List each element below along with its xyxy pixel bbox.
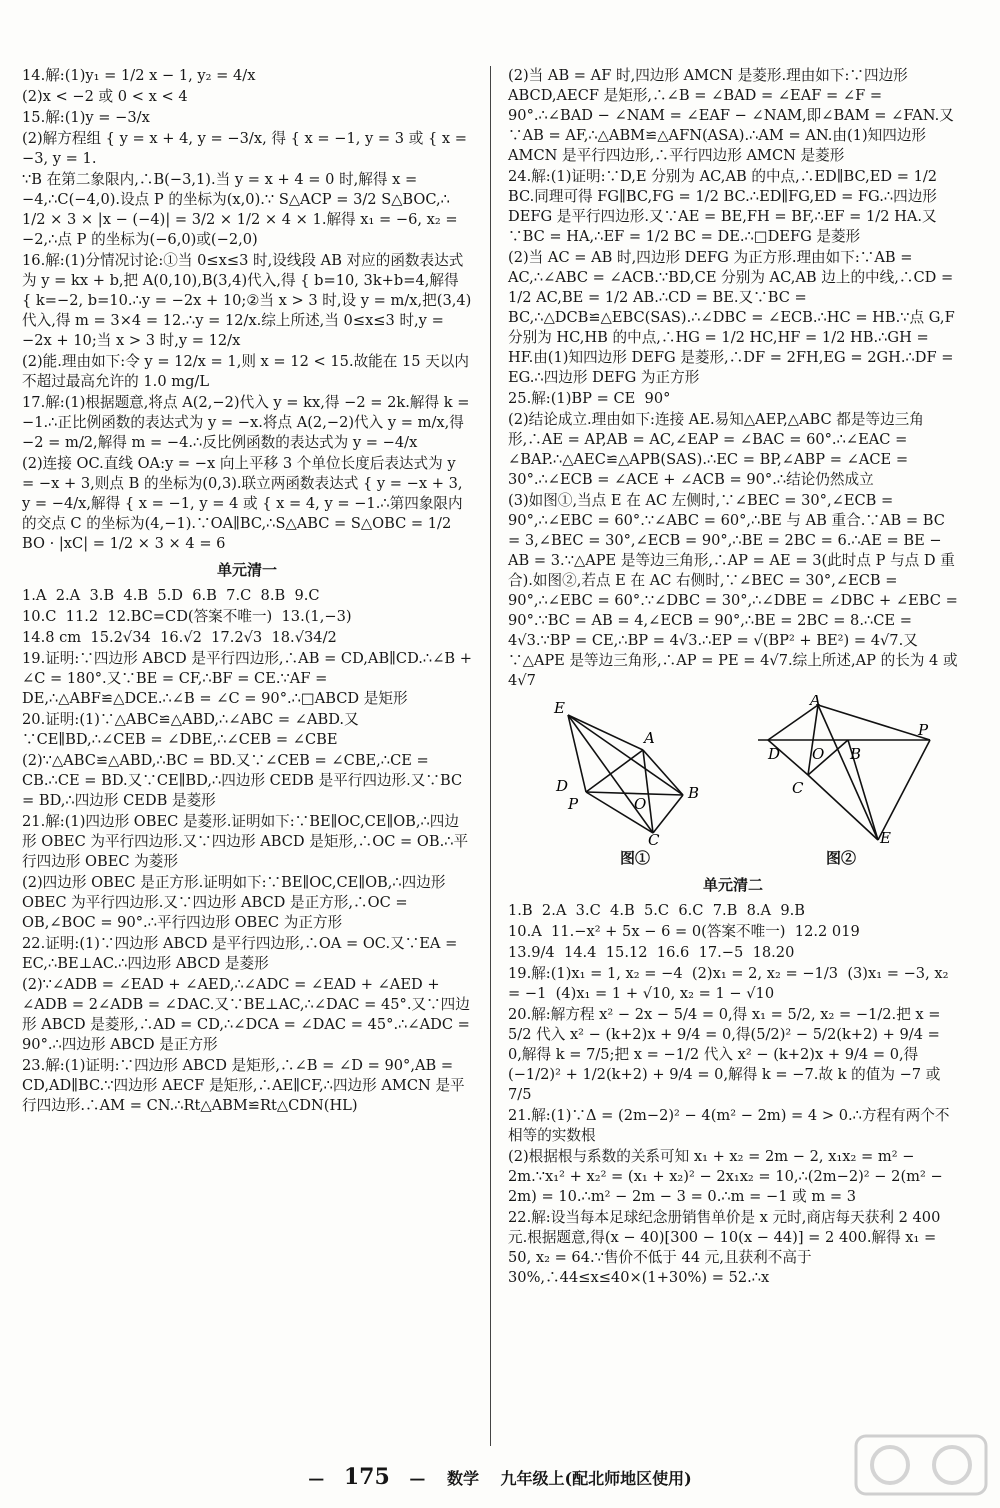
answer-paragraph: (3)如图①,当点 E 在 AC 左侧时,∵∠BEC = 30°,∠ECB = 90°,∴∠EBC = 60°.∵∠ABC = 60°,∴BE 与 AB 重合.∵AB = BC = 3,∠BEC = 30°,∠ECB = 90°,∴BE = 2BC = 6.∴AE = BE − AB = 3.∵△APE 是等边三角形,∴AP = AE = 3(此时点 P 与点 D 重合).如图②,若点 E 在 AC 右侧时,∵∠BEC = 30°,∠ECB = 90°,∴∠EBC = 60°.∵∠DBC = 30°,∴∠DBE = ∠DBC + ∠EBC = 90°.∵BC = AB = 4,∠ECB = 90°,∴BE = 2BC = 8.∴CE = 4√3.∵BP = CE,∴BP = 4√3.∴EP = √(BP² + BE²) = 4√7.又∵△APE 是等边三角形,∴AP = PE = 4√7.综上所述,AP 的长为 4 或 4√7 xyxy=(508,492,963,689)
answer-paragraph: (2)当 AC = AB 时,四边形 DEFG 为正方形.理由如下:∵AB = AC,∴∠ABC = ∠ACB.∵BD,CE 分别为 AC,AB 边上的中线,∴CD = 1/2 AC,BE = 1/2 AB.∴CD = BE.又∵BC = BC,∴△DCB≌△EBC(SAS).∴∠DBC = ∠ECB.∴HC = HB.∵点 G,F 分别为 HC,HB 的中点,∴HG = 1/2 HC,HF = 1/2 HB.∴GH = HF.由(1)知四边形 DEFG 是菱形,∴DF = 2FH,EG = 2GH.∴DF = EG.∴四边形 DEFG 为正方形 xyxy=(508,249,960,386)
answer-paragraph: 20.解:解方程 x² − 2x − 5/4 = 0,得 x₁ = 5/2, x₂ = −1/2.把 x = 5/2 代入 x² − (k+2)x + 9/4 = 0,得(5/2)² − 5/2(k+2) + 9/4 = 0,解得 k = 7/5;把 x = −1/2 代入 x² − (k+2)x + 9/4 = 0,得(−1/2)² + 1/2(k+2) + 9/4 = 0,解得 k = −7.故 k 的值为 −7 或 7/5 xyxy=(508,1006,946,1103)
left-column xyxy=(22,66,477,1117)
answer-paragraph: 14.解:(1)y₁ = 1/2 x − 1, y₂ = 4/x xyxy=(22,67,256,84)
answer-paragraph: 14.8 cm 15.2√34 16.√2 17.2√3 18.√34/2 xyxy=(22,629,337,646)
answer-paragraph: (2)根据根与系数的关系可知 x₁ + x₂ = 2m − 2, x₁x₂ = m² − 2m.∵x₁² + x₂² = (x₁ + x₂)² − 2x₁x₂ = 10,∴(2m−2)² − 2(m² − 2m) = 10.∴m² − 2m − 3 = 0.∴m = −1 或 m = 3 xyxy=(508,1148,948,1205)
fig1-label-E: E xyxy=(554,699,565,717)
fig1-label-P: P xyxy=(568,795,579,813)
answer-paragraph: 10.A 11.−x² + 5x − 6 = 0(答案不唯一) 12.2 019 xyxy=(508,923,860,940)
answer-paragraph: 1.B 2.A 3.C 4.B 5.C 6.C 7.B 8.A 9.B xyxy=(508,902,806,919)
answer-paragraph: 21.解:(1)四边形 OBEC 是菱形.证明如下:∵BE∥OC,CE∥OB,∴四边形 OBEC 为平行四边形.又∵四边形 ABCD 是矩形,∴OC = OB.∴平行四边形 OBEC 为菱形 xyxy=(22,813,469,870)
answer-paragraph: (2)∵△ABC≌△ABD,∴BC = BD.又∵∠CEB = ∠CBE,∴CE = CB.∴CE = BD.又∵CE∥BD,∴四边形 CEDB 是平行四边形.又∵BC = BD,∴四边形 CEDB 是菱形 xyxy=(22,752,467,809)
answer-paragraph: ∵B 在第二象限内,∴B(−3,1).当 y = x + 4 = 0 时,解得 x = −4,∴C(−4,0).设点 P 的坐标为(x,0).∵ S△ACP = 3/2 S△BOC,∴ 1/2 × 3 × |x − (−4)| = 3/2 × 1/2 × 4 × 1.解得 x₁ = −6, x₂ = −2,∴点 P 的坐标为(−6,0)或(−2,0) xyxy=(22,171,463,248)
fig2-label-O: O xyxy=(812,745,825,763)
answer-paragraph: 19.证明:∵四边形 ABCD 是平行四边形,∴AB = CD,AB∥CD.∴∠B + ∠C = 180°.又∵BE = CF,∴BF = CE.∵AF = DE,∴△ABF≌△DCE.∴∠B = ∠C = 90°.∴□ABCD 是矩形 xyxy=(22,650,477,707)
answer-paragraph: 21.解:(1)∵Δ = (2m−2)² − 4(m² − 2m) = 4 > 0.∴方程有两个不相等的实数根 xyxy=(508,1107,950,1144)
answer-paragraph: 24.解:(1)证明:∵D,E 分别为 AC,AB 的中点,∴ED∥BC,ED = 1/2 BC.同理可得 FG∥BC,FG = 1/2 BC.∴ED∥FG,ED = FG.∴四边形 DEFG 是平行四边形.又∵AE = BE,FH = BF,∴EF = 1/2 HA.又∵BC = HA,∴EF = 1/2 BC = DE.∴□DEFG 是菱形 xyxy=(508,168,942,245)
answer-paragraph: 25.解:(1)BP = CE 90° xyxy=(508,390,671,407)
footer-subject: 数学 xyxy=(446,1469,479,1488)
fig2-label-D: D xyxy=(768,745,781,763)
answer-paragraph: (2)四边形 OBEC 是正方形.证明如下:∵BE∥OC,CE∥OB,∴四边形 OBEC 为平行四边形.又∵四边形 ABCD 是正方形,∴OC = OB,∠BOC = 90°.∴平行四边形 OBEC 为正方形 xyxy=(22,874,451,931)
answer-paragraph: (2)连接 OC.直线 OA:y = −x 向上平移 3 个单位长度后表达式为 y = −x + 3,则点 B 的坐标为(0,3).联立两函数表达式 { y = −x + 3, y = −4/x,解得 { x = −1, y = 4 或 { x = 4, y = −1.∴第四象限内的交点 C 的坐标为(4,−1).∵OA∥BC,∴S△ABC = S△OBC = 1/2 BO · |xC| = 1/2 × 3 × 4 = 6 xyxy=(22,455,468,552)
figure-1 xyxy=(548,695,718,845)
answer-paragraph: (2)能.理由如下:令 y = 12/x = 1,则 x = 12 < 15.故能在 15 天以内不超过最高允许的 1.0 mg/L xyxy=(22,353,469,390)
fig1-label-C: C xyxy=(648,831,660,845)
footer-dash-left: — xyxy=(308,1469,325,1488)
section-heading: 单元清一 xyxy=(216,561,277,579)
answer-paragraph: (2)x < −2 或 0 < x < 4 xyxy=(22,88,188,105)
page-footer xyxy=(0,1464,1000,1490)
figure-caption-1: 图① xyxy=(620,849,651,867)
watermark-logo xyxy=(852,1430,992,1500)
answer-paragraph: 17.解:(1)根据题意,将点 A(2,−2)代入 y = kx,得 −2 = 2k.解得 k = −1.∴正比例函数的表达式为 y = −x.将点 A(2,−2)代入 y = m/x,得 −2 = m/2,解得 m = −4.∴反比例函数的表达式为 y = −4/x xyxy=(22,394,475,451)
fig1-label-A: A xyxy=(644,729,655,747)
answer-paragraph: 13.9/4 14.4 15.12 16.6 17.−5 18.20 xyxy=(508,944,795,961)
figure-2 xyxy=(758,695,938,845)
right-column xyxy=(508,66,963,1289)
answer-paragraph: (2)解方程组 { y = x + 4, y = −3/x, 得 { x = −1, y = 3 或 { x = −3, y = 1. xyxy=(22,130,472,167)
fig2-label-E: E xyxy=(880,829,891,845)
answer-paragraph: 10.C 11.2 12.BC=CD(答案不唯一) 13.(1,−3) xyxy=(22,608,352,625)
answer-paragraph: 1.A 2.A 3.B 4.B 5.D 6.B 7.C 8.B 9.C xyxy=(22,587,320,604)
answer-paragraph: (2)结论成立.理由如下:连接 AE.易知△AEP,△ABC 都是等边三角形,∴AE = AP,AB = AC,∠EAP = ∠BAC = 60°.∴∠EAC = ∠BAP.∴△AEC≌△APB(SAS).∴EC = BP,∠ABP = ∠ACE = 30°.∴∠ECB = ∠ACE + ∠ACB = 90°.∴结论仍然成立 xyxy=(508,411,924,488)
figure-captions xyxy=(508,847,958,869)
answer-paragraph: 23.解:(1)证明:∵四边形 ABCD 是矩形,∴∠B = ∠D = 90°,AB = CD,AD∥BC.∵四边形 AECF 是矩形,∴AE∥CF,∴四边形 AMCN 是平行四边形.∴AM = CN.∴Rt△ABM≌Rt△CDN(HL) xyxy=(22,1057,465,1114)
answer-paragraph: 15.解:(1)y = −3/x xyxy=(22,109,150,126)
fig1-label-O: O xyxy=(634,795,647,813)
answer-paragraph: 20.证明:(1)∵△ABC≌△ABD,∴∠ABC = ∠ABD.又∵CE∥BD,∴∠CEB = ∠DBE,∴∠CEB = ∠CBE xyxy=(22,711,359,748)
fig2-label-P: P xyxy=(918,721,929,739)
column-divider xyxy=(490,66,491,1446)
answer-paragraph: (2)∵∠ADB = ∠EAD + ∠AED,∴∠ADC = ∠EAD + ∠AED + ∠ADB = 2∠ADB = ∠DAC.又∵BE⊥AC,∴∠DAC = 45°.又∵四边形 ABCD 是菱形,∴AD = CD,∴∠DCA = ∠DAC = 45°.∴∠ADC = 90°.∴四边形 ABCD 是正方形 xyxy=(22,976,475,1053)
geometry-figures xyxy=(508,695,958,847)
answer-paragraph: 16.解:(1)分情况讨论:①当 0≤x≤3 时,设线段 AB 对应的函数表达式为 y = kx + b,把 A(0,10),B(3,4)代入,得 { b=10, 3k+b=4,解得 { k=−2, b=10.∴y = −2x + 10;②当 x > 3 时,设 y = m/x,把(3,4)代入,得 m = 3×4 = 12.∴y = 12/x.综上所述,当 0≤x≤3 时,y = −2x + 10;当 x > 3 时,y = 12/x xyxy=(22,252,472,349)
footer-dash-right: — xyxy=(409,1469,426,1488)
page-number: 175 xyxy=(343,1464,390,1490)
footer-grade: 九年级上(配北师地区使用) xyxy=(500,1469,692,1488)
fig2-label-A: A xyxy=(810,695,821,709)
figure-caption-2: 图② xyxy=(826,849,857,867)
answer-paragraph: 19.解:(1)x₁ = 1, x₂ = −4 (2)x₁ = 2, x₂ = −1/3 (3)x₁ = −3, x₂ = −1 (4)x₁ = 1 + √10, x₂ = 1 − √10 xyxy=(508,965,954,1002)
answer-paragraph: 22.解:设当每本足球纪念册销售单价是 x 元时,商店每天获利 2 400 元.根据题意,得(x − 40)[300 − 10(x − 44)] = 2 400.解得 x₁ = 50, x₂ = 64.∵售价不低于 44 元,且获利不高于 30%,∴44≤x≤40×(1+30%) = 52.∴x xyxy=(508,1209,945,1286)
fig1-label-D: D xyxy=(556,777,569,795)
answer-paragraph: (2)当 AB = AF 时,四边形 AMCN 是菱形.理由如下:∵四边形 ABCD,AECF 是矩形,∴∠B = ∠BAD = ∠EAF = ∠F = 90°.∴∠BAD − ∠NAM = ∠EAF − ∠NAM,即∠BAM = ∠FAN.又∵AB = AF,∴△ABM≌△AFN(ASA).∴AM = AN.由(1)知四边形 AMCN 是平行四边形,∴平行四边形 AMCN 是菱形 xyxy=(508,67,954,164)
section-heading: 单元清二 xyxy=(702,876,763,894)
answer-paragraph: 22.证明:(1)∵四边形 ABCD 是平行四边形,∴OA = OC.又∵EA = EC,∴BE⊥AC.∴四边形 ABCD 是菱形 xyxy=(22,935,462,972)
fig1-label-B: B xyxy=(688,784,700,802)
fig2-label-C: C xyxy=(792,779,804,797)
fig2-label-B: B xyxy=(850,745,862,763)
